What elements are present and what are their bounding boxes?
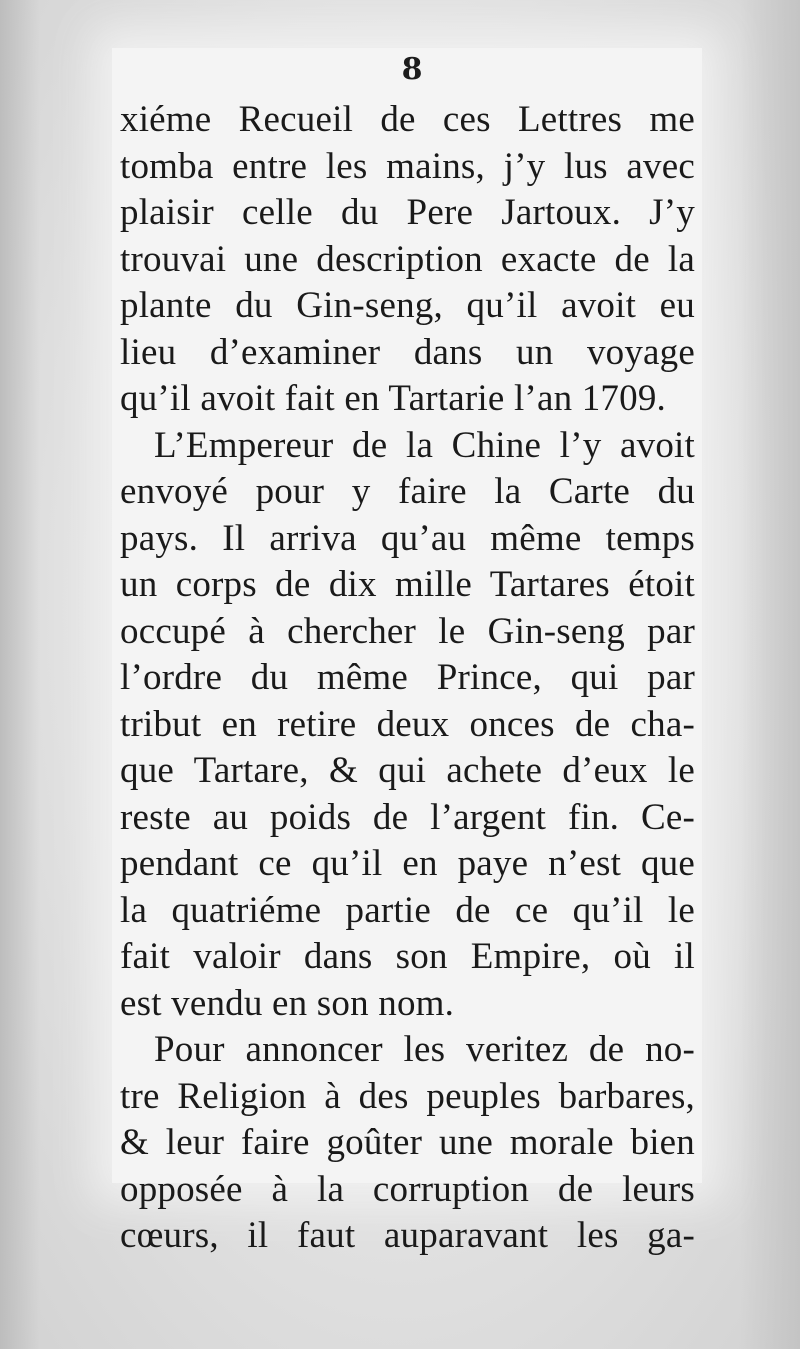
- text-line: pendant ce qu’il en paye n’est que: [120, 843, 695, 884]
- text-line: plaisir celle du Pere Jartoux. J’y: [120, 192, 695, 233]
- text-line: tre Religion à des peuples barbares,: [120, 1075, 695, 1117]
- text-line: un corps de dix mille Tartares étoit: [120, 564, 695, 605]
- text-line: tribut en retire deux onces de cha-: [120, 703, 695, 745]
- text-line: cœurs, il faut auparavant les ga-: [120, 1215, 695, 1256]
- text-line: la quatriéme partie de ce qu’il le: [120, 889, 695, 931]
- text-line: envoyé pour y faire la Carte du: [120, 471, 695, 512]
- text-line: l’ordre du même Prince, qui par: [120, 657, 695, 698]
- text-line: L’Empereur de la Chine l’y avoit: [154, 424, 695, 466]
- text-line: est vendu en son nom.: [120, 982, 455, 1024]
- text-line: opposée à la corruption de leurs: [120, 1168, 695, 1210]
- text-line: tomba entre les mains, j’y lus avec: [120, 145, 695, 187]
- text-line: lieu d’examiner dans un voyage: [120, 331, 695, 373]
- text-line: trouvai une description exacte de la: [120, 238, 695, 280]
- text-line: occupé à chercher le Gin-seng par: [120, 610, 695, 652]
- page-edge-shadow-right: [740, 0, 800, 1349]
- text-line: plante du Gin-seng, qu’il avoit eu: [120, 285, 695, 326]
- text-line: xiéme Recueil de ces Lettres me: [120, 99, 695, 140]
- text-line: pays. Il arriva qu’au même temps: [120, 517, 695, 559]
- text-line: reste au poids de l’argent fin. Ce-: [120, 796, 695, 838]
- body-text: [120, 97, 695, 1260]
- page-number: 8: [401, 52, 423, 87]
- page-edge-shadow-left: [0, 0, 40, 1349]
- text-line: fait valoir dans son Empire, où il: [120, 936, 695, 977]
- text-line: qu’il avoit fait en Tartarie l’an 1709.: [120, 378, 666, 419]
- text-line: Pour annoncer les veritez de no-: [154, 1029, 695, 1070]
- text-line: & leur faire goûter une morale bien: [120, 1122, 695, 1163]
- text-line: que Tartare, & qui achete d’eux le: [120, 750, 695, 791]
